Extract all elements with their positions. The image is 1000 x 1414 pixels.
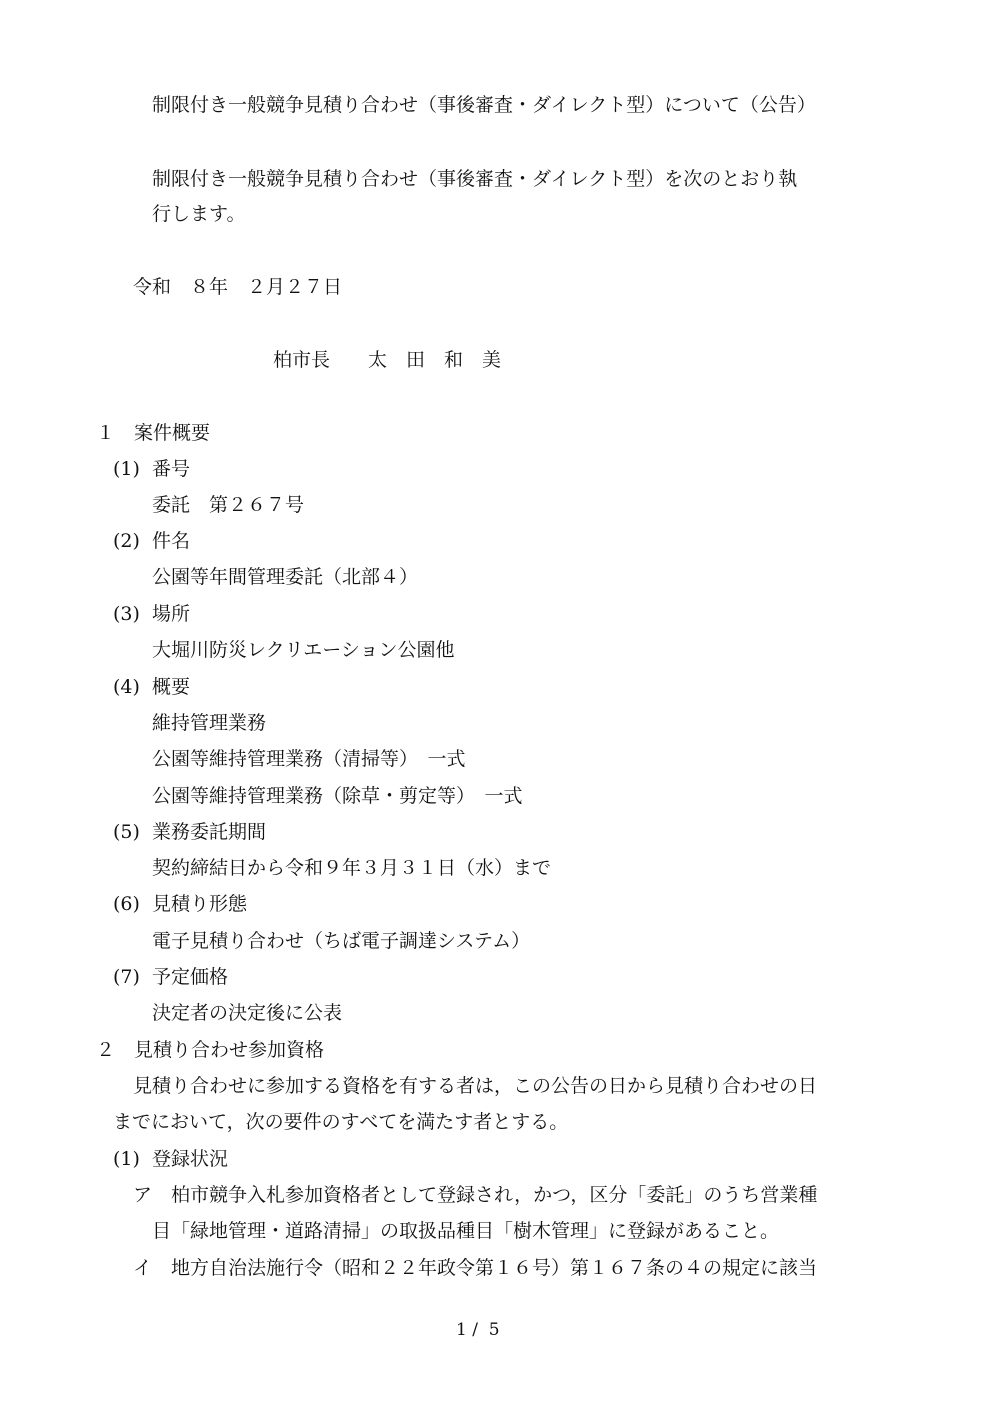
item-period-label: (5) 業務委託期間 bbox=[113, 821, 266, 843]
item-name-value: 公園等年間管理委託（北部４） bbox=[152, 566, 419, 588]
item-overview-line-1: 維持管理業務 bbox=[152, 712, 267, 734]
requirement-i-line-1: イ 地方自治法施行令（昭和２２年政令第１６号）第１６７条の４の規定に該当 bbox=[133, 1257, 818, 1279]
issuer-name: 柏市長 太 田 和 美 bbox=[273, 349, 502, 371]
item-period-value: 契約締結日から令和９年３月３１日（水）まで bbox=[152, 857, 552, 879]
document-title: 制限付き一般競争見積り合わせ（事後審査・ダイレクト型）について（公告） bbox=[152, 94, 816, 116]
section-2-paragraph-line-1: 見積り合わせに参加する資格を有する者は，この公告の日から見積り合わせの日 bbox=[133, 1075, 818, 1097]
intro-text-line-2: 行します。 bbox=[152, 203, 246, 225]
page-number: 1 / 5 bbox=[456, 1320, 500, 1340]
item-price-value: 決定者の決定後に公表 bbox=[152, 1002, 343, 1024]
section-1-heading: １ 案件概要 bbox=[96, 422, 211, 444]
item-location-label: (3) 場所 bbox=[113, 603, 190, 625]
requirement-a-line-1: ア 柏市競争入札参加資格者として登録され，かつ，区分「委託」のうち営業種 bbox=[133, 1184, 818, 1206]
intro-text-line-1: 制限付き一般競争見積り合わせ（事後審査・ダイレクト型）を次のとおり執 bbox=[152, 168, 798, 190]
section-2-paragraph-line-2: までにおいて，次の要件のすべてを満たす者とする。 bbox=[113, 1111, 569, 1133]
item-location-value: 大堀川防災レクリエーション公園他 bbox=[152, 639, 455, 661]
item-number-value: 委託 第２６７号 bbox=[152, 494, 305, 516]
item-price-label: (7) 予定価格 bbox=[113, 966, 228, 988]
item-format-value: 電子見積り合わせ（ちば電子調達システム） bbox=[152, 930, 531, 952]
item-name-label: (2) 件名 bbox=[113, 530, 190, 552]
item-overview-line-3: 公園等維持管理業務（除草・剪定等） 一式 bbox=[152, 785, 523, 807]
requirement-a-line-2: 目「緑地管理・道路清掃」の取扱品種目「樹木管理」に登録があること。 bbox=[152, 1220, 780, 1242]
item-format-label: (6) 見積り形態 bbox=[113, 893, 247, 915]
item-number-label: (1) 番号 bbox=[113, 458, 190, 480]
registration-status-label: (1) 登録状況 bbox=[113, 1148, 228, 1170]
announcement-date: 令和 ８年 ２月２７日 bbox=[133, 276, 343, 298]
item-overview-line-2: 公園等維持管理業務（清掃等） 一式 bbox=[152, 748, 466, 770]
section-2-heading: ２ 見積り合わせ参加資格 bbox=[96, 1039, 325, 1061]
item-overview-label: (4) 概要 bbox=[113, 676, 190, 698]
